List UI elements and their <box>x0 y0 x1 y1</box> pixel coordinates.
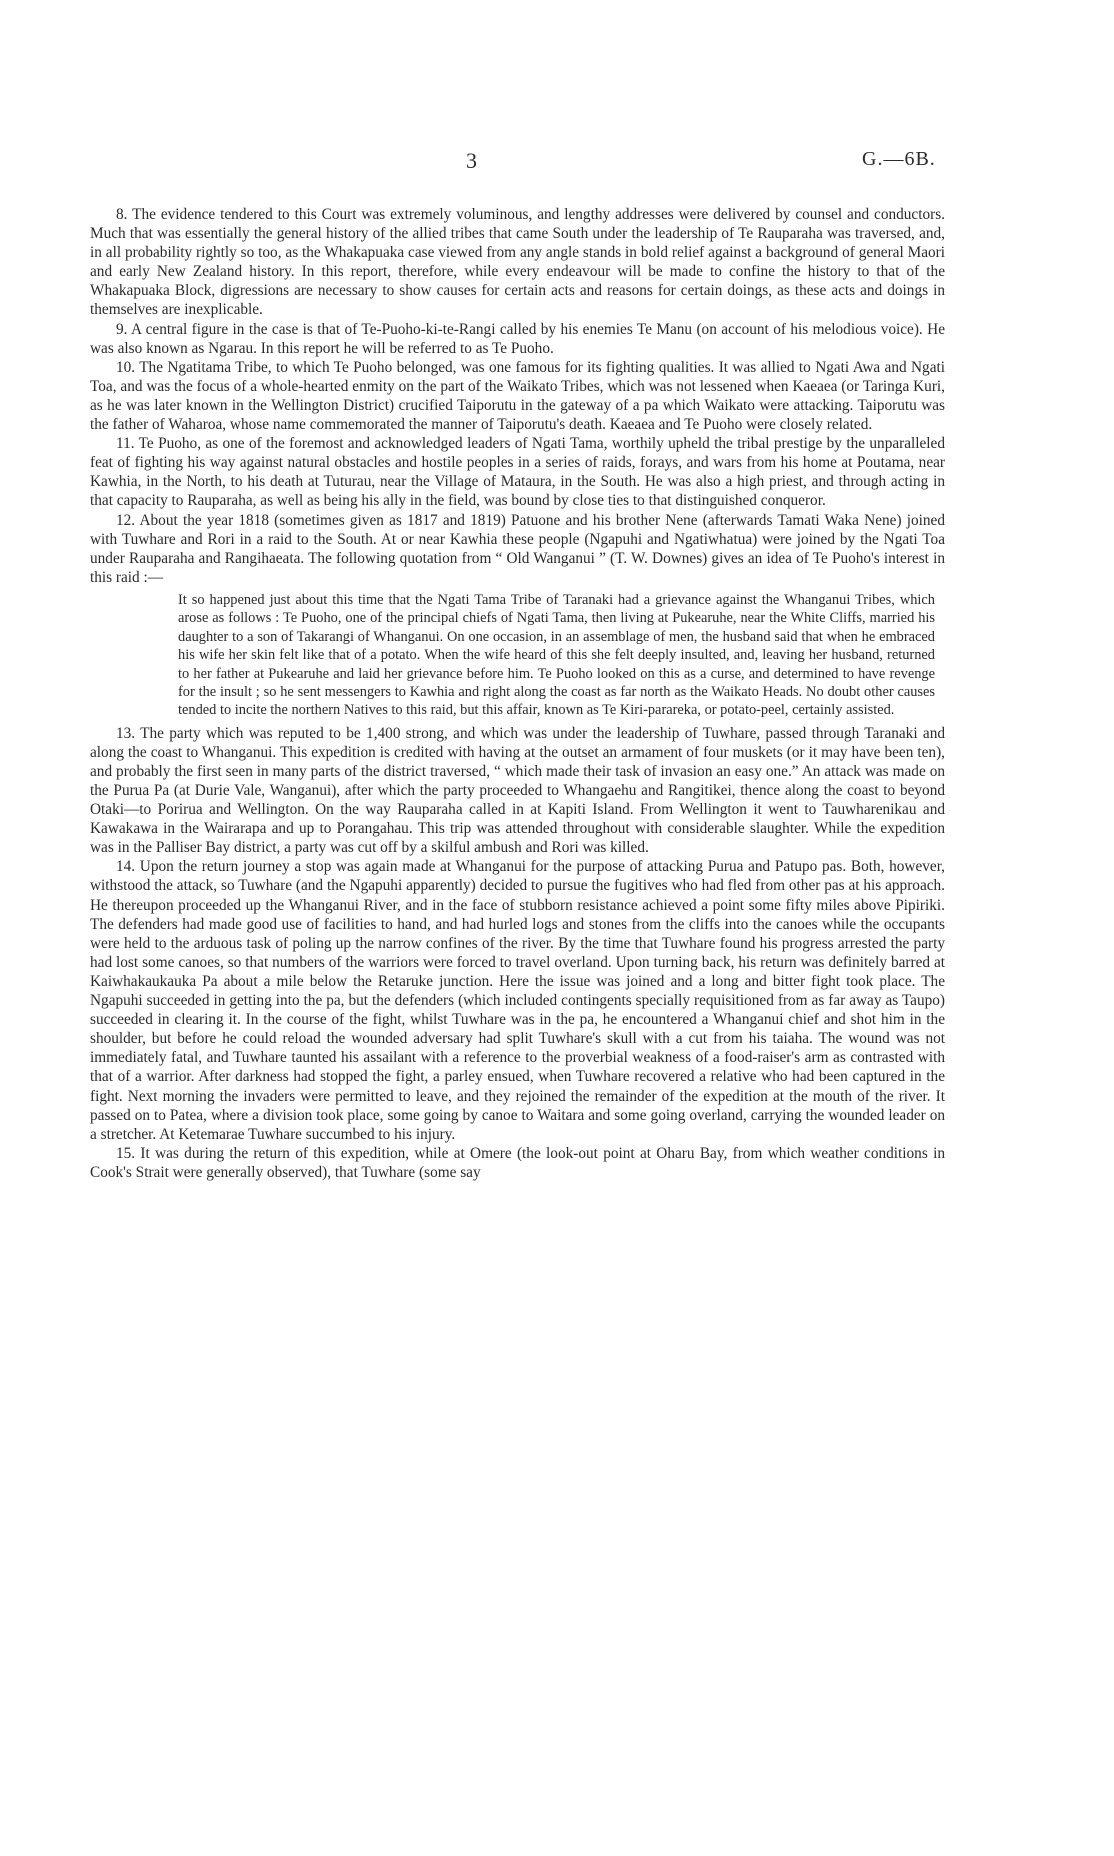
paragraph-15: 15. It was during the return of this expedition, while at Omere (the look-out point at Oharu Bay, from which weather conditions in Cook's Strait were generally observed), that Tuwhare (some say <box>90 1144 945 1181</box>
paragraph-8: 8. The evidence tendered to this Court was extremely voluminous, and lengthy addresses were delivered by counsel and conductors. Much that was essentially the general history of the allied tribes that came South under the leadership of Te Rauparaha was traversed, and, in all probability rightly so too, as the Whakapuaka case viewed from any angle stands in bold relief against a background of general Maori and early New Zealand history. In this report, therefore, while every endeavour will be made to confine the history to that of the Whakapuaka Block, digressions are necessary to show causes for certain acts and reasons for certain doings, as these acts and doings in themselves are inexplicable. <box>90 206 945 319</box>
paragraph-13: 13. The party which was reputed to be 1,400 strong, and which was under the leadership of Tuwhare, passed through Taranaki and along the coast to Whanganui. This expedition is credited with having at the outset an armament of four muskets (or it may have been ten), and probably the first seen in many parts of the district traversed, “ which made their task of invasion an easy one.” An attack was made on the Purua Pa (at Durie Vale, Wanganui), after which the party proceeded to Whangaehu and Rangitikei, thence along the coast to beyond Otaki—to Porirua and Wellington. On the way Rauparaha called in at Kapiti Island. From Wellington it went to Tauwharenikau and Kawakawa in the Wairarapa and up to Porangahau. This trip was attended throughout with considerable slaughter. While the expedition was in the Palliser Bay district, a party was cut off by a skilful ambush and Rori was killed. <box>90 724 945 857</box>
page-header <box>0 148 1114 178</box>
body-text <box>90 205 945 1182</box>
quotation-text: It so happened just about this time that the Ngati Tama Tribe of Taranaki had a grievance against the Whanganui Tribes, which arose as follows : Te Puoho, one of the principal chiefs of Ngati Tama, then living at Pukearuhe, near the White Cliffs, married his daughter to a son of Takarangi of Whanganui. On one occasion, in an assemblage of men, the husband said that when he embraced his wife her skin felt like that of a potato. When the wife heard of this she felt deeply insulted, and, leaving her husband, returned to her father at Pukearuhe and laid her grievance before him. Te Puoho looked on this as a curse, and determined to have revenge for the insult ; so he sent messengers to Kawhia and right along the coast as far north as the Waikato Heads. No doubt other causes tended to incite the northern Natives to this raid, but this affair, known as Te Kiri-parareka, or potato-peel, certainly assisted. <box>178 591 935 719</box>
paragraph-12: 12. About the year 1818 (sometimes given as 1817 and 1819) Patuone and his brother Nene (afterwards Tamati Waka Nene) joined with Tuwhare and Rori in a raid to the South. At or near Kawhia these people (Ngapuhi and Ngatiwhatua) were joined by the Ngati Toa under Rauparaha and Rangihaeata. The following quotation from “ Old Wanganui ” (T. W. Downes) gives an idea of Te Puoho's interest in this raid :— <box>90 511 945 586</box>
block-quotation <box>178 591 935 720</box>
paragraph-14: 14. Upon the return journey a stop was again made at Whanganui for the purpose of attacking Purua and Patupo pas. Both, however, withstood the attack, so Tuwhare (and the Ngapuhi apparently) decided to pursue the fugitives who had fled from other pas at his approach. He thereupon proceeded up the Whanganui River, and in the face of stubborn resistance achieved a point some fifty miles above Pipiriki. The defenders had made good use of facilities to hand, and had hurled logs and stones from the cliffs into the canoes while the occupants were held to the arduous task of poling up the narrow confines of the river. By the time that Tuwhare found his progress arrested the party had lost some canoes, so that numbers of the warriors were forced to travel overland. Upon turning back, his return was definitely barred at Kaiwhakaukauka Pa about a mile below the Retaruke junction. Here the issue was joined and a long and bitter fight took place. The Ngapuhi succeeded in getting into the pa, but the defenders (which included contingents specially requisitioned from as far away as Taupo) succeeded in clearing it. In the course of the fight, whilst Tuwhare was in the pa, he encountered a Whanganui chief and shot him in the shoulder, but before he could reload the wounded adversary had split Tuwhare's skull with a cut from his taiaha. The wound was not immediately fatal, and Tuwhare taunted his assailant with a reference to the proverbial weakness of a food-raiser's arm as contrasted with that of a warrior. After darkness had stopped the fight, a parley ensued, when Tuwhare recovered a relative who had been captured in the fight. Next morning the invaders were permitted to leave, and they rejoined the remainder of the expedition at the mouth of the river. It passed on to Patea, where a division took place, some going by canoe to Waitara and some going overland, carrying the wounded leader on a stretcher. At Ketemarae Tuwhare succumbed to his injury. <box>90 858 945 1143</box>
paragraph-11: 11. Te Puoho, as one of the foremost and acknowledged leaders of Ngati Tama, worthily upheld the tribal prestige by the unparalleled feat of fighting his way against natural obstacles and hostile peoples in a series of raids, forays, and wars from his home at Poutama, near Kawhia, in the North, to his death at Tuturau, near the Village of Mataura, in the South. He was also a high priest, and through acting in that capacity to Rauparaha, as well as being his ally in the field, was bound by close ties to that distinguished conqueror. <box>90 435 945 510</box>
document-reference: G.—6B. <box>862 148 936 170</box>
paragraph-10: 10. The Ngatitama Tribe, to which Te Puoho belonged, was one famous for its fighting qualities. It was allied to Ngati Awa and Ngati Toa, and was the focus of a whole-hearted enmity on the part of the Waikato Tribes, which was not lessened when Kaeaea (or Taringa Kuri, as he was later known in the Wellington District) crucified Taiporutu in the gateway of a pa which Waikato were attacking. Taiporutu was the father of Waharoa, whose name commemorated the manner of Taiporutu's death. Kaeaea and Te Puoho were closely related. <box>90 358 945 434</box>
page-number: 3 <box>466 148 477 173</box>
paragraph-9: 9. A central figure in the case is that of Te-Puoho-ki-te-Rangi called by his enemies Te Manu (on account of his melodious voice). He was also known as Ngarau. In this report he will be referred to as Te Puoho. <box>90 320 945 357</box>
